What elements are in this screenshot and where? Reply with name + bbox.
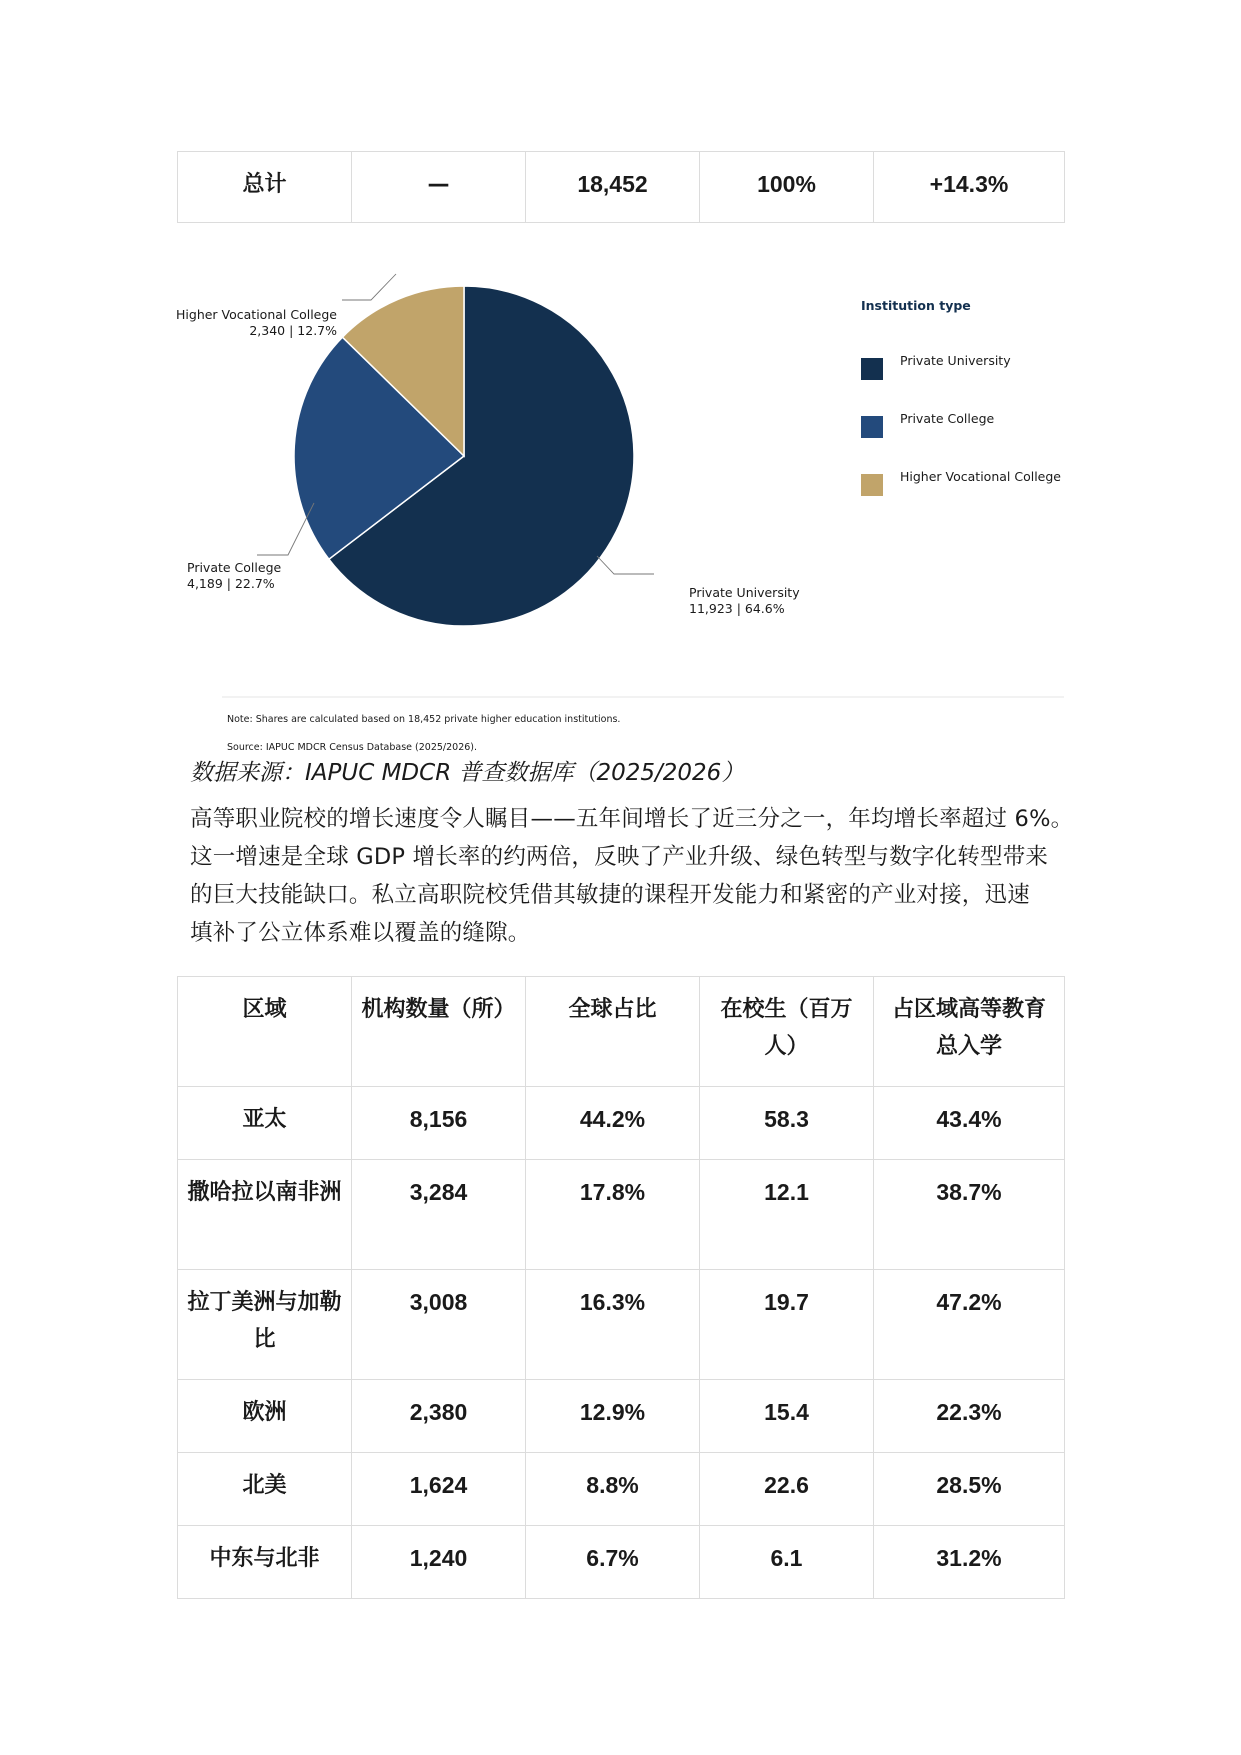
cell-count: 3,008 [352, 1270, 526, 1380]
legend-swatch [861, 416, 883, 438]
total-row [178, 152, 1065, 223]
cell-enrollment-share: 38.7% [874, 1160, 1065, 1270]
chart-source: Source: IAPUC MDCR Census Database (2025/2026). [227, 742, 478, 753]
paragraph-line: 的巨大技能缺口。私立高职院校凭借其敏捷的课程开发能力和紧密的产业对接，迅速 [190, 882, 1030, 908]
cell-share: 6.7% [526, 1526, 700, 1599]
total-share: 100% [700, 152, 874, 223]
cell-share: 44.2% [526, 1087, 700, 1160]
cell-students: 22.6 [700, 1453, 874, 1526]
legend-title: Institution type [861, 298, 971, 313]
cell-share: 16.3% [526, 1270, 700, 1380]
legend-label: Private University [900, 353, 1011, 368]
total-label: 总计 [178, 152, 352, 223]
total-growth: +14.3% [874, 152, 1065, 223]
legend-swatch [861, 358, 883, 380]
pie-chart-svg [177, 260, 1064, 760]
chart-note: Note: Shares are calculated based on 18,452 private higher education institutions. [227, 714, 621, 725]
slice-label-name: Private University [689, 585, 800, 600]
header-share: 全球占比 [526, 977, 700, 1087]
slice-label-value: 4,189 | 22.7% [187, 576, 275, 591]
table-row [178, 1087, 1065, 1160]
cell-count: 3,284 [352, 1160, 526, 1270]
slice-label-name: Higher Vocational College [177, 307, 337, 322]
cell-share: 8.8% [526, 1453, 700, 1526]
cell-students: 6.1 [700, 1526, 874, 1599]
cell-share: 12.9% [526, 1380, 700, 1453]
paragraph-line: 高等职业院校的增长速度令人瞩目——五年间增长了近三分之一，年均增长率超过 6%。 [190, 806, 1074, 832]
cell-region: 拉丁美洲与加勒比 [178, 1270, 352, 1380]
header-enrollment-share: 占区域高等教育总入学 [874, 977, 1065, 1087]
cell-students: 58.3 [700, 1087, 874, 1160]
table-row [178, 1526, 1065, 1599]
header-count: 机构数量（所） [352, 977, 526, 1087]
table-header-row [178, 977, 1065, 1087]
cell-region: 欧洲 [178, 1380, 352, 1453]
cell-enrollment-share: 31.2% [874, 1526, 1065, 1599]
cell-students: 12.1 [700, 1160, 874, 1270]
cell-students: 15.4 [700, 1380, 874, 1453]
table-row [178, 1270, 1065, 1380]
cell-count: 1,624 [352, 1453, 526, 1526]
total-type: — [352, 152, 526, 223]
slice-label-value: 11,923 | 64.6% [689, 601, 785, 616]
slice-label-name: Private College [187, 560, 282, 575]
cell-count: 1,240 [352, 1526, 526, 1599]
cell-students: 19.7 [700, 1270, 874, 1380]
cell-region: 撒哈拉以南非洲 [178, 1160, 352, 1270]
legend-swatch [861, 474, 883, 496]
paragraph-line: 填补了公立体系难以覆盖的缝隙。 [190, 920, 531, 946]
cell-region: 亚太 [178, 1087, 352, 1160]
cell-enrollment-share: 22.3% [874, 1380, 1065, 1453]
table-row [178, 1160, 1065, 1270]
total-table [177, 151, 1065, 223]
cell-enrollment-share: 28.5% [874, 1453, 1065, 1526]
source-caption: 数据来源：IAPUC MDCR 普查数据库（2025/2026） [190, 760, 745, 786]
cell-enrollment-share: 47.2% [874, 1270, 1065, 1380]
region-table [177, 976, 1065, 1599]
table-row [178, 1453, 1065, 1526]
cell-count: 2,380 [352, 1380, 526, 1453]
legend-label: Private College [900, 411, 995, 426]
table-row [178, 1380, 1065, 1453]
cell-count: 8,156 [352, 1087, 526, 1160]
cell-share: 17.8% [526, 1160, 700, 1270]
cell-region: 中东与北非 [178, 1526, 352, 1599]
pie-chart [177, 260, 1064, 760]
header-students: 在校生（百万人） [700, 977, 874, 1087]
pie-slices [294, 286, 634, 626]
cell-enrollment-share: 43.4% [874, 1087, 1065, 1160]
slice-label-value: 2,340 | 12.7% [249, 323, 337, 338]
header-region: 区域 [178, 977, 352, 1087]
total-count: 18,452 [526, 152, 700, 223]
paragraph-line: 这一增速是全球 GDP 增长率的约两倍，反映了产业升级、绿色转型与数字化转型带来 [190, 844, 1049, 870]
cell-region: 北美 [178, 1453, 352, 1526]
body-paragraph [190, 800, 1074, 952]
legend-label: Higher Vocational College [900, 469, 1061, 484]
